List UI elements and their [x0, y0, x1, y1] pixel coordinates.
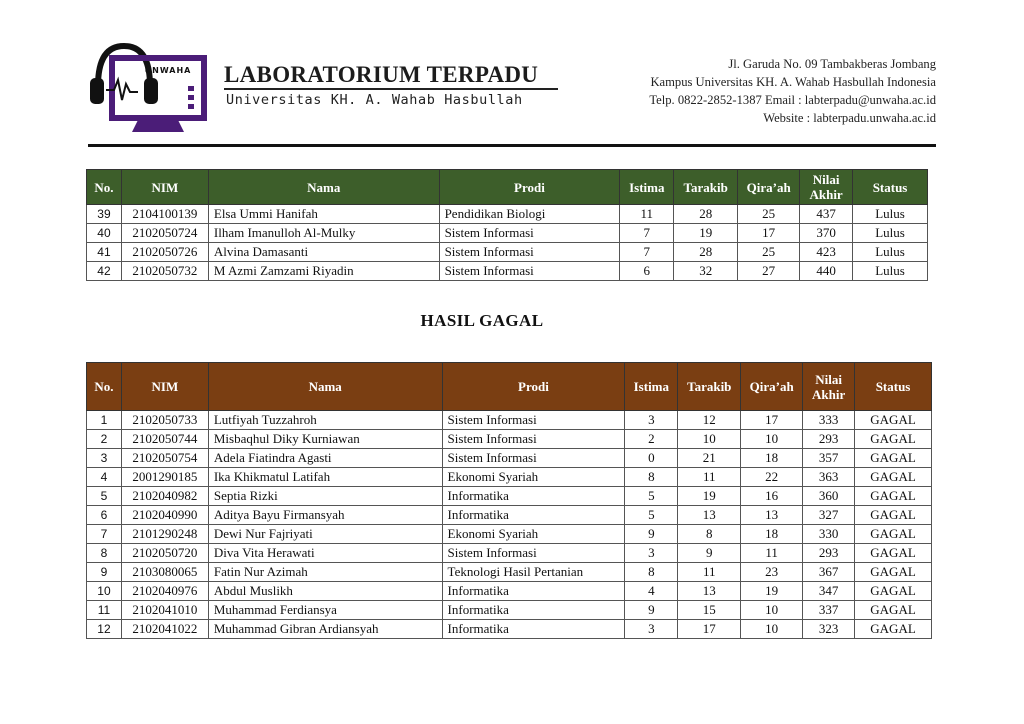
cell-istima: 7 [620, 243, 674, 262]
cell-nilai-akhir: 360 [803, 487, 855, 506]
cell-nim: 2102050726 [121, 243, 208, 262]
cell-no: 6 [87, 506, 122, 525]
cell-prodi: Informatika [442, 620, 625, 639]
cell-tarakib: 17 [678, 620, 741, 639]
cell-nilai-akhir: 323 [803, 620, 855, 639]
cell-qiraah: 10 [741, 430, 803, 449]
col-header-status: Status [853, 170, 928, 205]
col-header-nilai-akhir: Nilai Akhir [800, 170, 853, 205]
table-row [87, 544, 932, 563]
cell-istima: 3 [625, 620, 678, 639]
table-header-row [87, 363, 932, 411]
lab-title: LABORATORIUM TERPADU [224, 62, 539, 87]
cell-qiraah: 19 [741, 582, 803, 601]
cell-qiraah: 23 [741, 563, 803, 582]
table-row [87, 582, 932, 601]
cell-nama: Fatin Nur Azimah [208, 563, 442, 582]
cell-tarakib: 11 [678, 563, 741, 582]
cell-istima: 11 [620, 205, 674, 224]
cell-nim: 2102040990 [121, 506, 208, 525]
cell-no: 7 [87, 525, 122, 544]
cell-tarakib: 13 [678, 582, 741, 601]
col-header-istima: Istima [620, 170, 674, 205]
cell-qiraah: 18 [741, 525, 803, 544]
cell-qiraah: 10 [741, 601, 803, 620]
table-row [87, 224, 928, 243]
cell-nim: 2102050720 [121, 544, 208, 563]
cell-no: 42 [87, 262, 122, 281]
cell-nama: Aditya Bayu Firmansyah [208, 506, 442, 525]
cell-no: 2 [87, 430, 122, 449]
address-line: Kampus Universitas KH. A. Wahab Hasbullah Indonesia [650, 75, 936, 89]
unwaha-logo [84, 40, 210, 136]
cell-prodi: Pendidikan Biologi [439, 205, 620, 224]
cell-istima: 3 [625, 544, 678, 563]
cell-nama: Muhammad Gibran Ardiansyah [208, 620, 442, 639]
col-header-tarakib: Tarakib [674, 170, 738, 205]
cell-qiraah: 16 [741, 487, 803, 506]
table-row [87, 601, 932, 620]
col-header-no: No. [87, 363, 122, 411]
cell-istima: 4 [625, 582, 678, 601]
cell-no: 8 [87, 544, 122, 563]
cell-status: GAGAL [855, 449, 932, 468]
table-row [87, 468, 932, 487]
cell-status: GAGAL [855, 487, 932, 506]
cell-nilai-akhir: 327 [803, 506, 855, 525]
table-row [87, 506, 932, 525]
logo-text: UNWAHA [144, 66, 192, 75]
cell-status: GAGAL [855, 601, 932, 620]
cell-prodi: Sistem Informasi [439, 262, 620, 281]
fail-table-body [87, 411, 932, 639]
cell-istima: 9 [625, 525, 678, 544]
cell-no: 11 [87, 601, 122, 620]
cell-prodi: Informatika [442, 487, 625, 506]
table-row [87, 430, 932, 449]
cell-nim: 2102050724 [121, 224, 208, 243]
cell-nim: 2102050754 [121, 449, 208, 468]
cell-nama: Adela Fiatindra Agasti [208, 449, 442, 468]
cell-status: GAGAL [855, 506, 932, 525]
table-row [87, 411, 932, 430]
cell-prodi: Teknologi Hasil Pertanian [442, 563, 625, 582]
cell-tarakib: 8 [678, 525, 741, 544]
cell-qiraah: 27 [738, 262, 800, 281]
cell-nama: Ilham Imanulloh Al-Mulky [208, 224, 439, 243]
cell-status: GAGAL [855, 411, 932, 430]
cell-status: Lulus [853, 243, 928, 262]
cell-tarakib: 21 [678, 449, 741, 468]
cell-qiraah: 22 [741, 468, 803, 487]
cell-no: 5 [87, 487, 122, 506]
cell-tarakib: 15 [678, 601, 741, 620]
cell-prodi: Informatika [442, 582, 625, 601]
col-header-qiraah: Qira’ah [738, 170, 800, 205]
cell-status: Lulus [853, 224, 928, 243]
cell-nim: 2102040976 [121, 582, 208, 601]
cell-no: 10 [87, 582, 122, 601]
table-header-row [87, 170, 928, 205]
cell-status: GAGAL [855, 525, 932, 544]
col-header-no: No. [87, 170, 122, 205]
title-underline [224, 88, 558, 90]
cell-prodi: Sistem Informasi [439, 224, 620, 243]
cell-nim: 2102050733 [121, 411, 208, 430]
cell-qiraah: 25 [738, 243, 800, 262]
table-row [87, 243, 928, 262]
cell-prodi: Ekonomi Syariah [442, 468, 625, 487]
cell-nilai-akhir: 293 [803, 544, 855, 563]
cell-status: Lulus [853, 262, 928, 281]
cell-no: 3 [87, 449, 122, 468]
cell-no: 40 [87, 224, 122, 243]
address-block [649, 55, 936, 127]
cell-nama: Abdul Muslikh [208, 582, 442, 601]
col-header-nim: NIM [121, 170, 208, 205]
cell-tarakib: 28 [674, 205, 738, 224]
col-header-tarakib: Tarakib [678, 363, 741, 411]
cell-nim: 2102041022 [121, 620, 208, 639]
col-header-prodi: Prodi [442, 363, 625, 411]
table-row [87, 262, 928, 281]
cell-status: Lulus [853, 205, 928, 224]
cell-istima: 3 [625, 411, 678, 430]
fail-results-table [86, 362, 932, 639]
address-line: Telp. 0822-2852-1387 Email : labterpadu@unwaha.ac.id [649, 93, 936, 107]
cell-nim: 2102050744 [121, 430, 208, 449]
header-divider [88, 144, 936, 147]
cell-prodi: Informatika [442, 506, 625, 525]
table-row [87, 487, 932, 506]
lab-subtitle: Universitas KH. A. Wahab Hasbullah [226, 92, 523, 108]
cell-istima: 2 [625, 430, 678, 449]
cell-nilai-akhir: 370 [800, 224, 853, 243]
cell-qiraah: 13 [741, 506, 803, 525]
cell-qiraah: 25 [738, 205, 800, 224]
cell-qiraah: 18 [741, 449, 803, 468]
cell-status: GAGAL [855, 620, 932, 639]
cell-nim: 2103080065 [121, 563, 208, 582]
cell-nama: Misbaqhul Diky Kurniawan [208, 430, 442, 449]
cell-prodi: Sistem Informasi [442, 430, 625, 449]
table-row [87, 449, 932, 468]
fail-section-title: HASIL GAGAL [420, 311, 544, 330]
table-row [87, 620, 932, 639]
cell-prodi: Sistem Informasi [442, 411, 625, 430]
cell-istima: 5 [625, 506, 678, 525]
col-header-nama: Nama [208, 363, 442, 411]
cell-tarakib: 9 [678, 544, 741, 563]
cell-nama: Ika Khikmatul Latifah [208, 468, 442, 487]
cell-nilai-akhir: 367 [803, 563, 855, 582]
cell-nilai-akhir: 440 [800, 262, 853, 281]
cell-nilai-akhir: 337 [803, 601, 855, 620]
table-row [87, 563, 932, 582]
cell-nama: Lutfiyah Tuzzahroh [208, 411, 442, 430]
col-header-prodi: Prodi [439, 170, 620, 205]
cell-nim: 2102050732 [121, 262, 208, 281]
pass-table-body [87, 205, 928, 281]
cell-istima: 5 [625, 487, 678, 506]
cell-istima: 8 [625, 563, 678, 582]
cell-no: 39 [87, 205, 122, 224]
cell-istima: 9 [625, 601, 678, 620]
cell-nama: Septia Rizki [208, 487, 442, 506]
cell-qiraah: 17 [741, 411, 803, 430]
cell-nilai-akhir: 333 [803, 411, 855, 430]
cell-no: 9 [87, 563, 122, 582]
cell-nama: M Azmi Zamzami Riyadin [208, 262, 439, 281]
table-row [87, 525, 932, 544]
cell-no: 1 [87, 411, 122, 430]
cell-status: GAGAL [855, 582, 932, 601]
col-header-nilai-akhir: Nilai Akhir [803, 363, 855, 411]
cell-nama: Elsa Ummi Hanifah [208, 205, 439, 224]
cell-nilai-akhir: 357 [803, 449, 855, 468]
cell-nim: 2102040982 [121, 487, 208, 506]
col-header-qiraah: Qira’ah [741, 363, 803, 411]
col-header-nama: Nama [208, 170, 439, 205]
cell-istima: 6 [620, 262, 674, 281]
cell-nim: 2104100139 [121, 205, 208, 224]
cell-qiraah: 11 [741, 544, 803, 563]
cell-nilai-akhir: 423 [800, 243, 853, 262]
address-line: Jl. Garuda No. 09 Tambakberas Jombang [728, 57, 936, 71]
address-line: Website : labterpadu.unwaha.ac.id [763, 111, 936, 125]
cell-nama: Muhammad Ferdiansya [208, 601, 442, 620]
cell-prodi: Informatika [442, 601, 625, 620]
cell-nim: 2102041010 [121, 601, 208, 620]
cell-status: GAGAL [855, 430, 932, 449]
cell-istima: 0 [625, 449, 678, 468]
cell-tarakib: 19 [674, 224, 738, 243]
cell-status: GAGAL [855, 468, 932, 487]
pass-results-table [86, 169, 928, 281]
cell-istima: 7 [620, 224, 674, 243]
cell-prodi: Sistem Informasi [442, 449, 625, 468]
cell-qiraah: 10 [741, 620, 803, 639]
cell-tarakib: 11 [678, 468, 741, 487]
cell-nama: Dewi Nur Fajriyati [208, 525, 442, 544]
cell-nim: 2001290185 [121, 468, 208, 487]
col-header-status: Status [855, 363, 932, 411]
cell-tarakib: 13 [678, 506, 741, 525]
cell-nama: Diva Vita Herawati [208, 544, 442, 563]
cell-istima: 8 [625, 468, 678, 487]
cell-prodi: Sistem Informasi [439, 243, 620, 262]
table-row [87, 205, 928, 224]
cell-nilai-akhir: 437 [800, 205, 853, 224]
cell-nilai-akhir: 363 [803, 468, 855, 487]
cell-nilai-akhir: 293 [803, 430, 855, 449]
cell-status: GAGAL [855, 563, 932, 582]
cell-tarakib: 12 [678, 411, 741, 430]
cell-prodi: Sistem Informasi [442, 544, 625, 563]
col-header-nim: NIM [121, 363, 208, 411]
cell-tarakib: 32 [674, 262, 738, 281]
cell-nim: 2101290248 [121, 525, 208, 544]
cell-no: 12 [87, 620, 122, 639]
cell-tarakib: 19 [678, 487, 741, 506]
cell-no: 4 [87, 468, 122, 487]
cell-nama: Alvina Damasanti [208, 243, 439, 262]
cell-nilai-akhir: 347 [803, 582, 855, 601]
col-header-istima: Istima [625, 363, 678, 411]
cell-qiraah: 17 [738, 224, 800, 243]
cell-prodi: Ekonomi Syariah [442, 525, 625, 544]
cell-tarakib: 28 [674, 243, 738, 262]
cell-tarakib: 10 [678, 430, 741, 449]
cell-nilai-akhir: 330 [803, 525, 855, 544]
cell-status: GAGAL [855, 544, 932, 563]
cell-no: 41 [87, 243, 122, 262]
